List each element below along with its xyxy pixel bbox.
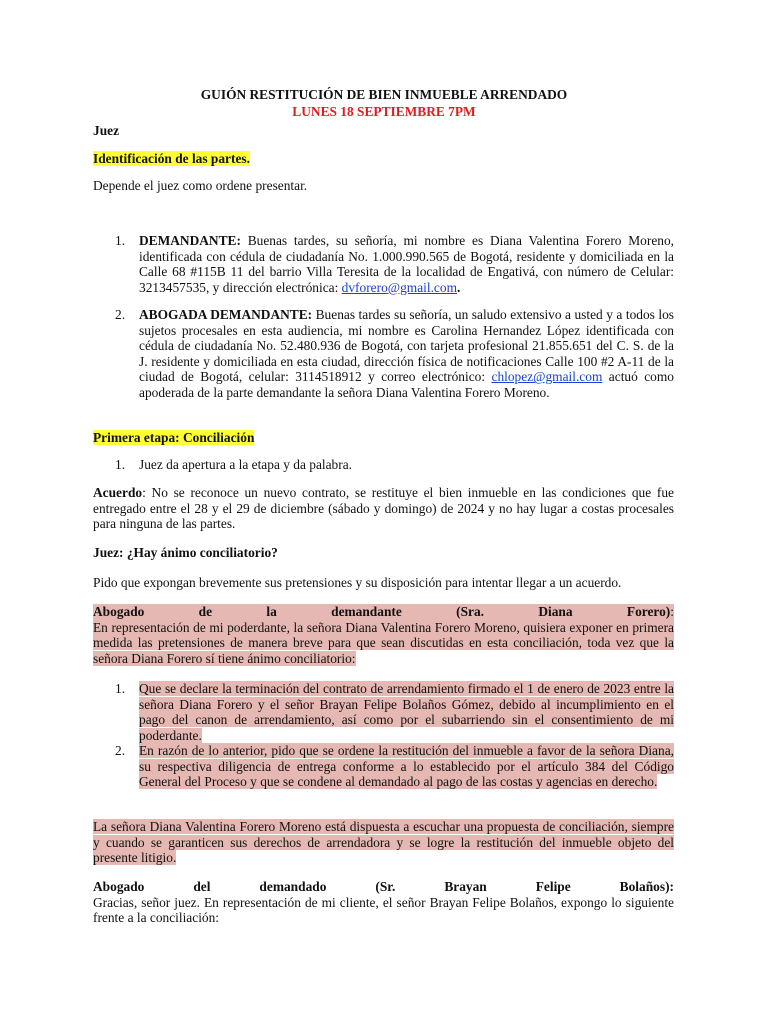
pretension-text: Que se declare la terminación del contrato de arrendamiento firmado el 1 de enero de 2023 entre la señora Diana Forero y el señor Brayan Felipe Bolaños Gómez, debido al incumplimiento en el pago del canon de arrendamiento, así como por el subarriendo sin el consentimiento de mi poderdante. xyxy=(139,681,674,743)
pretension-text-wrap xyxy=(139,743,674,790)
ident-heading: Identificación de las partes. xyxy=(93,151,250,166)
plaintiff-lawyer-intro xyxy=(93,620,674,667)
party-label: ABOGADA DEMANDANTE: xyxy=(139,307,313,322)
hearing-date: LUNES 18 SEPTIEMBRE 7PM xyxy=(292,104,476,119)
stage1-heading: Primera etapa: Conciliación xyxy=(93,430,255,445)
pretension-text: En razón de lo anterior, pido que se ordene la restitución del inmueble a favor de la señora Diana, su respectiva diligencia de entrega conforme a lo establecido por el artículo 384 del Código General del Proceso y que se condene al demandado al pago de las costas y agencias en derecho. xyxy=(139,743,674,790)
list-number: 1. xyxy=(115,233,126,248)
list-number: 1. xyxy=(115,681,126,696)
plaintiff-lawyer-text: En representación de mi poderdante, la señora Diana Valentina Forero Moreno, quisiera exponer en primera medida las pretensiones de manera breve para que sean discutidas en esta conciliación, toda vez que la señora Diana Forero sí tiene ánimo conciliatorio: xyxy=(93,619,674,666)
list-number: 2. xyxy=(115,307,126,322)
plaintiff-lawyer-block xyxy=(93,604,674,666)
defendant-lawyer-text: Gracias, señor juez. En representación de mi cliente, el señor Brayan Felipe Bolaños, expongo lo siguiente frente a la conciliación: xyxy=(93,894,674,926)
acuerdo-text: : No se reconoce un nuevo contrato, se restituye el bien inmueble en las condiciones que fue entregado entre el 28 y el 29 de diciembre (sábado y domingo) de 2024 y no hay lugar a costas procesales para ninguna de las partes. xyxy=(93,485,674,532)
stage1-heading-block xyxy=(93,430,674,446)
email-link[interactable]: dvforero@gmail.com xyxy=(341,279,457,295)
plaintiff-closing: La señora Diana Valentina Forero Moreno está dispuesta a escuchar una propuesta de conciliación, siempre y cuando se garanticen sus derechos de arrendadora y se logre la restitución del inmueble objeto del presente litigio. xyxy=(93,819,674,866)
stage1-item-text: Juez da apertura a la etapa y da palabra. xyxy=(139,457,353,472)
party-text xyxy=(139,233,674,295)
juez-label: Juez xyxy=(93,123,120,138)
plaintiff-lawyer-colon: : xyxy=(670,604,674,619)
party-after: actuó como apoderada de la parte demandante la señora Diana Valentina Forero Moreno. xyxy=(139,369,674,400)
party-body: Buenas tardes su señoría, un saludo extensivo a usted y a todos los sujetos procesales en esta audiencia, mi nombre es Carolina Hernandez López identificada con cédula de ciudadanía No. 52.480.936 de Bogotá, con tarjeta profesional 21.855.651 del C. S. de la J. residente y domiciliada en esta ciudad, dirección física de notificaciones Calle 100 #2 A-11 de la ciudad de Bogotá, celular: 3114518912 y correo electrónico: xyxy=(139,307,675,385)
plaintiff-closing-wrap xyxy=(93,819,674,866)
party-after: . xyxy=(457,279,461,295)
ident-heading-block xyxy=(93,151,674,167)
document-title: GUIÓN RESTITUCIÓN DE BIEN INMUEBLE ARRENDADO xyxy=(200,87,568,102)
party-label: DEMANDANTE: xyxy=(139,233,241,248)
request-paragraph: Pido que expongan brevemente sus pretensiones y su disposición para intentar llegar a un acuerdo. xyxy=(93,575,622,590)
email-link[interactable]: chlopez@gmail.com xyxy=(491,369,603,385)
pretension-text-wrap xyxy=(139,681,674,743)
plaintiff-lawyer-header xyxy=(93,604,674,620)
list-number: 1. xyxy=(115,457,126,472)
ident-note: Depende el juez como ordene presentar. xyxy=(93,178,308,193)
defendant-lawyer-block xyxy=(93,879,674,926)
party-text xyxy=(139,307,674,401)
defendant-lawyer-label: Abogado del demandado (Sr. Brayan Felipe Bolaños): xyxy=(93,879,674,894)
party-body: Buenas tardes, su señoría, mi nombre es Diana Valentina Forero Moreno, identificada con cédula de ciudadanía No. 1.000.990.565 de Bogotá, residente y domiciliada en la Calle 68 #115B 11 del barrio Villa Teresita de la localidad de Engativá, con número de Celular: 3213457535, y dirección electrónica: xyxy=(139,233,674,295)
acuerdo-paragraph xyxy=(93,485,674,532)
plaintiff-lawyer-label: Abogado de la demandante (Sra. Diana Forero) xyxy=(93,604,671,619)
list-number: 2. xyxy=(115,743,126,758)
juez-question: Juez: ¿Hay ánimo conciliatorio? xyxy=(93,545,278,560)
acuerdo-label: Acuerdo xyxy=(93,485,143,500)
